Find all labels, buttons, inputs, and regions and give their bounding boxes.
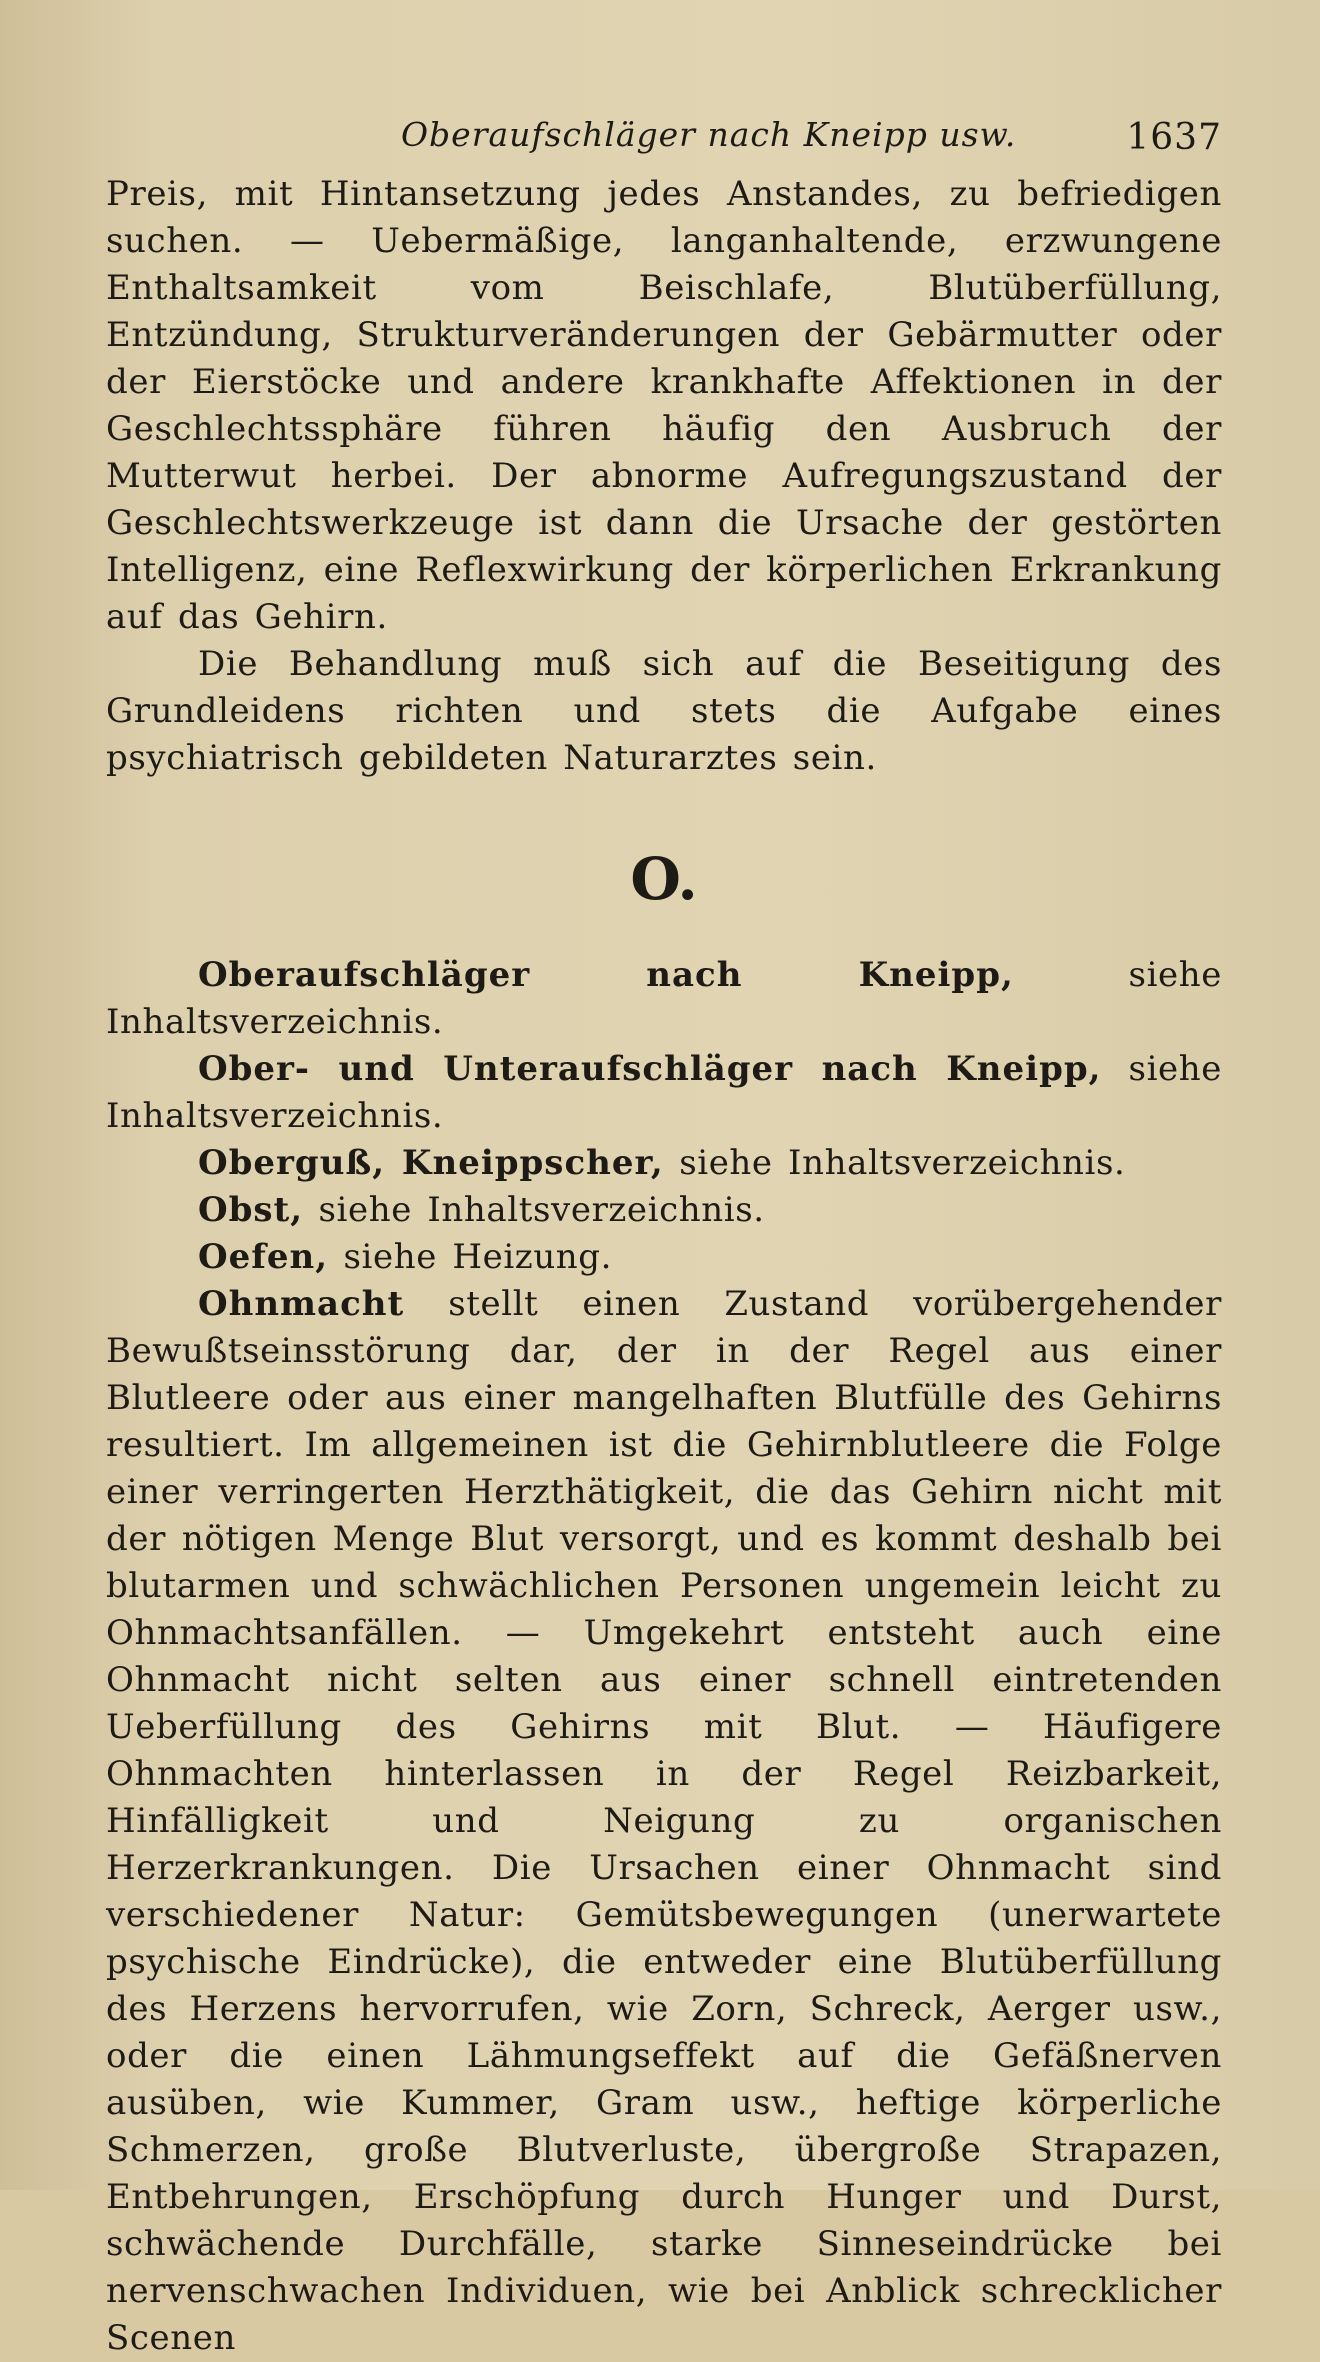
entry-ohnmacht [106, 1281, 1222, 2362]
entry-text: siehe Inhaltsverzeichnis. [303, 1190, 765, 1230]
entry-ober-und-unteraufschlaeger [106, 1046, 1222, 1140]
entry-oefen [106, 1234, 1222, 1281]
entry-oberaufschlaeger [106, 952, 1222, 1046]
paragraph-treatment: Die Behandlung muß sich auf die Beseitigung des Grundleidens richten und stets die Aufgabe eines psychiatrisch gebildeten Naturarztes sein. [106, 644, 1222, 778]
section-heading-letter: O. [630, 845, 698, 913]
entry-text: siehe Inhaltsverzeichnis. [106, 955, 1222, 1042]
entry-headword: Obst, [198, 1190, 304, 1230]
entry-headword: Oefen, [198, 1237, 329, 1277]
body-text [106, 171, 1222, 2362]
entry-text: siehe Inhaltsverzeichnis. [663, 1143, 1126, 1183]
entry-headword: Oberaufschläger nach Kneipp, [198, 955, 1014, 995]
running-title: Oberaufschläger nach Kneipp usw. [401, 115, 1017, 154]
page-number: 1637 [1126, 117, 1222, 158]
entry-headword: Ober- und Unteraufschläger nach Kneipp, [198, 1049, 1102, 1089]
entry-text: siehe Heizung. [328, 1237, 613, 1277]
entry-headword: Oberguß, Kneippscher, [198, 1143, 664, 1183]
paragraph-continuation: Preis, mit Hintansetzung jedes Anstandes, zu befriedigen suchen. — Uebermäßige, langanhaltende, erzwungene Enthaltsamkeit vom Beischlafe, Blutüberfüllung, Entzündung, Strukturveränderungen der Gebärmutter oder der Eierstöcke und andere krankhafte Affektionen in der Geschlechtssphäre führen häufig den Ausbruch der Mutterwut herbei. Der abnorme Aufregungszustand der Geschlechtswerkzeuge ist dann die Ursache der gestörten Intelligenz, eine Reflexwirkung der körperlichen Erkrankung auf das Gehirn. [106, 174, 1222, 637]
running-header [106, 105, 1222, 165]
entry-oberguss [106, 1140, 1222, 1187]
entry-text: siehe Inhaltsverzeichnis. [106, 1049, 1223, 1136]
entry-obst [106, 1187, 1222, 1234]
entry-headword: Ohnmacht [198, 1284, 405, 1324]
entry-text: stellt einen Zustand vorübergehender Bewußtseinsstörung dar, der in der Regel aus einer Blutleere oder aus einer mangelhaften Blutfülle des Gehirns resultiert. Im allgemeinen ist die Gehirnblutleere die Folge einer verringerten Herzthätigkeit, die das Gehirn nicht mit der nötigen Menge Blut versorgt, und es kommt deshalb bei blutarmen und schwächlichen Personen ungemein leicht zu Ohnmachtsanfällen. — Umgekehrt entsteht auch eine Ohnmacht nicht selten aus einer schnell eintretenden Ueberfüllung des Gehirns mit Blut. — Häufigere Ohnmachten hinterlassen in der Regel Reizbarkeit, Hinfälligkeit und Neigung zu organischen Herzerkrankungen. Die Ursachen einer Ohnmacht sind verschiedener Natur: Gemütsbewegungen (unerwartete psychische Eindrücke), die entweder eine Blutüberfüllung des Herzens hervorrufen, wie Zorn, Schreck, Aerger usw., oder die einen Lähmungseffekt auf die Gefäßnerven ausüben, wie Kummer, Gram usw., heftige körperliche Schmerzen, große Blutverluste, übergroße Strapazen, Entbehrungen, Erschöpfung durch Hunger und Durst, schwächende Durchfälle, starke Sinneseindrücke bei nervenschwachen Individuen, wie bei Anblick schrecklicher Scenen [106, 1284, 1222, 2358]
